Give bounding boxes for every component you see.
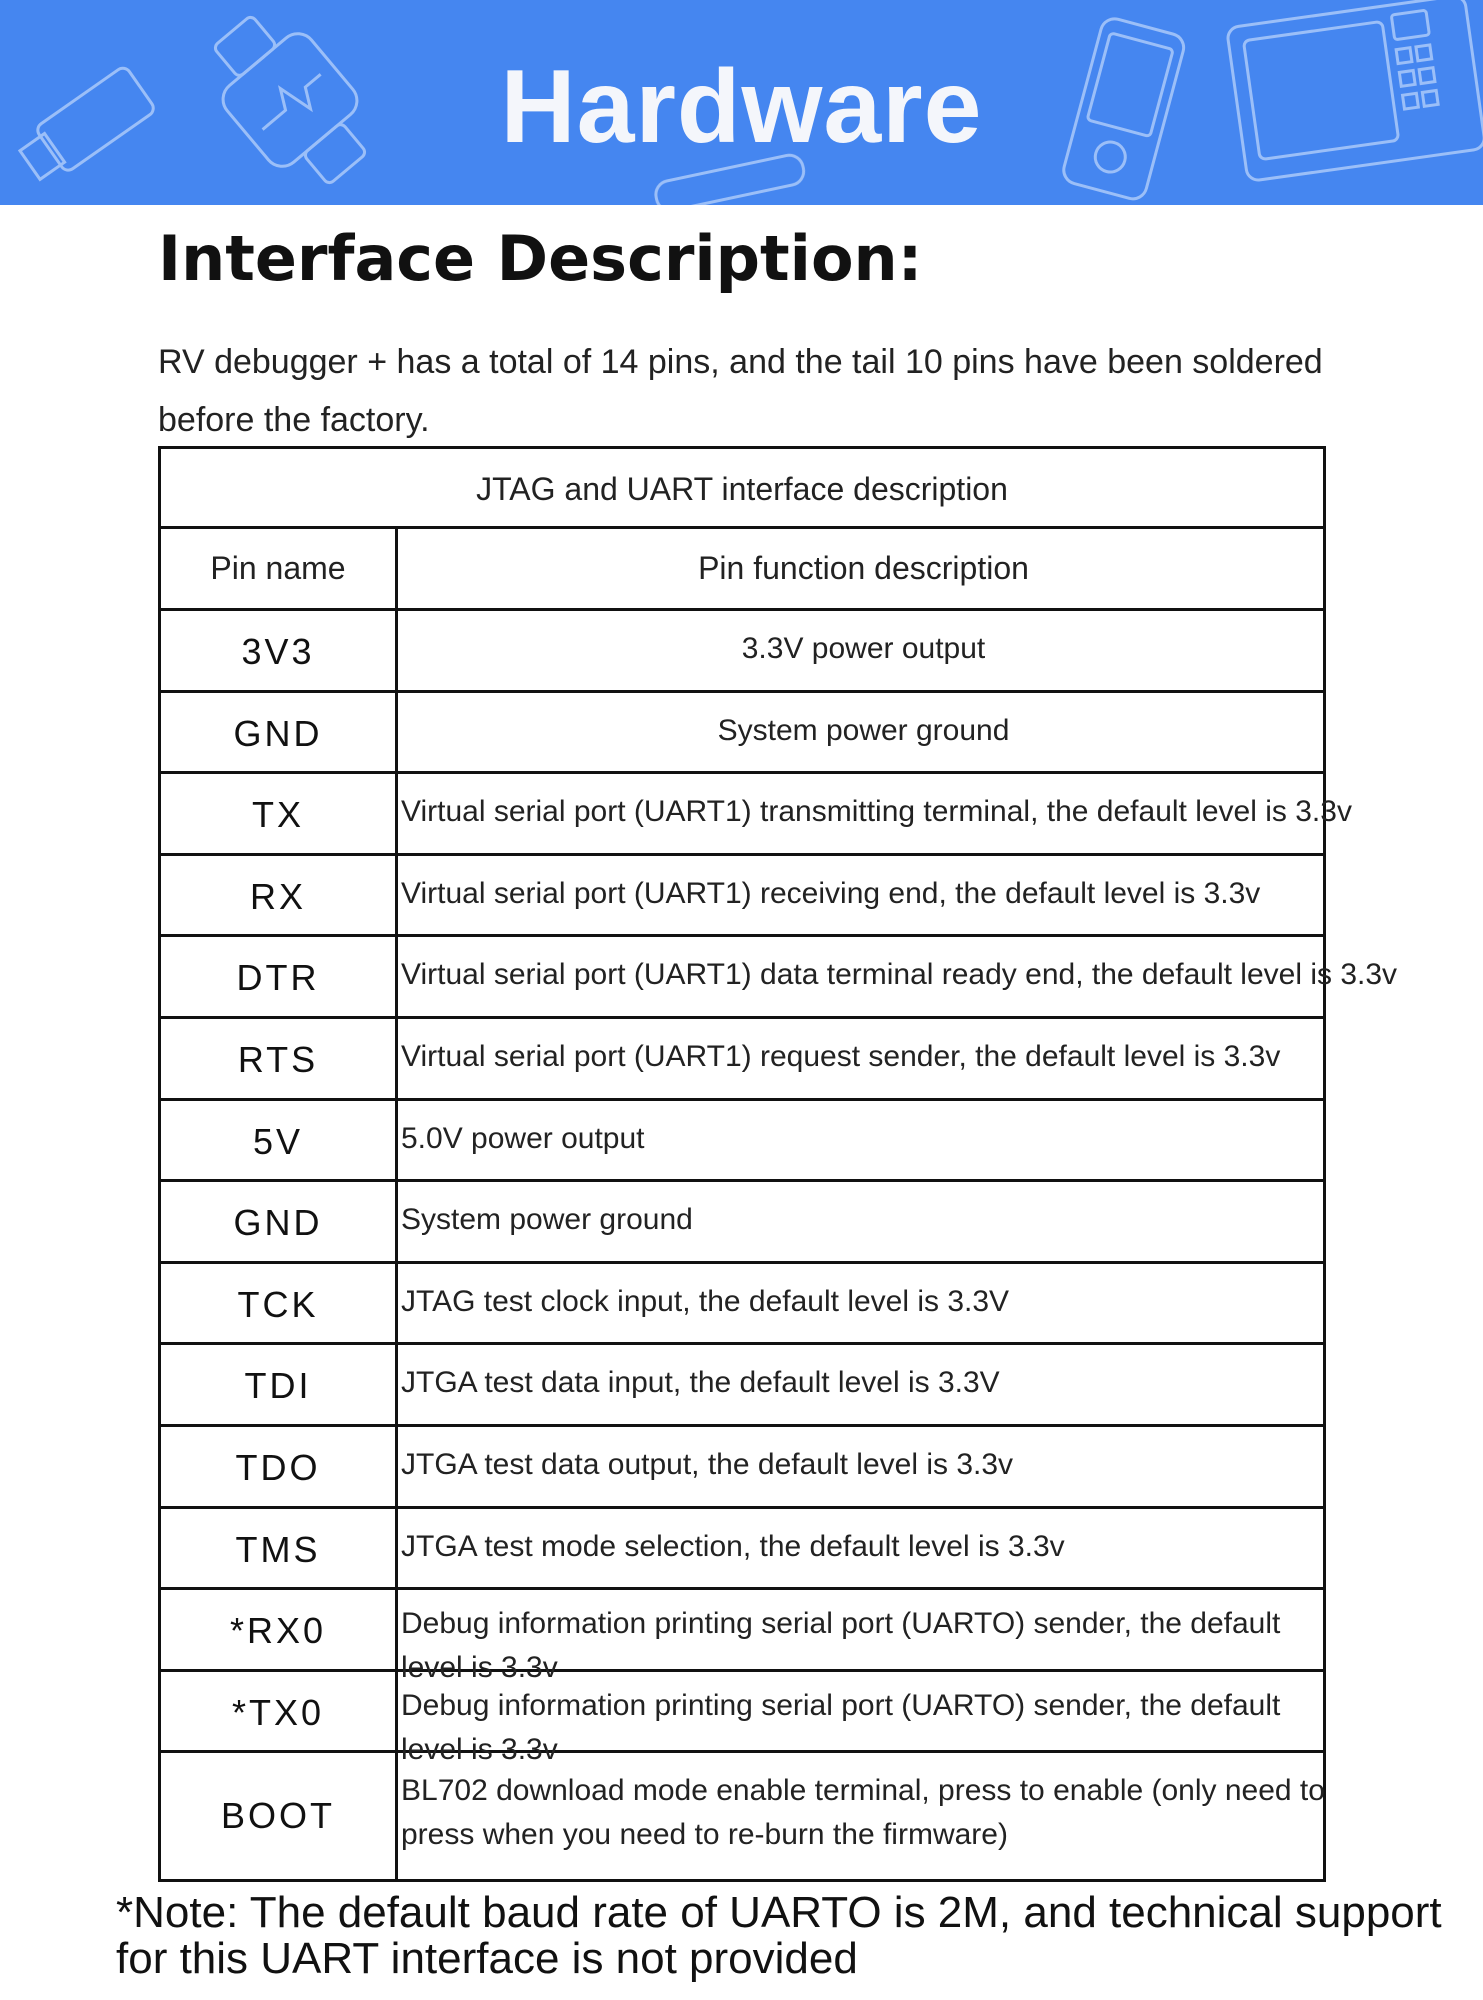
table-caption: JTAG and UART interface description <box>161 449 1323 529</box>
pin-name: DTR <box>161 937 398 1016</box>
pin-description: 3.3V power output <box>741 632 986 665</box>
pin-description: System power ground <box>717 713 1010 747</box>
pin-name: RX <box>161 856 398 935</box>
table-row <box>161 693 1323 775</box>
pin-name: 5V <box>161 1101 398 1180</box>
pin-name: TCK <box>161 1264 398 1343</box>
table-row <box>161 1753 1323 1879</box>
pin-description: 5.0V power output <box>401 1121 645 1155</box>
pin-name: TX <box>161 774 398 853</box>
pin-name: BOOT <box>161 1753 398 1879</box>
table-row <box>161 1101 1323 1183</box>
pin-name: *RX0 <box>161 1590 398 1669</box>
table-row <box>161 1672 1323 1766</box>
table-row <box>161 611 1323 693</box>
table-row <box>161 1427 1323 1509</box>
pin-description: JTGA test mode selection, the default level is 3.3v <box>401 1529 1065 1563</box>
footnote: *Note: The default baud rate of UARTO is 2M, and technical support for this UART interface is not provided <box>116 1888 1442 1983</box>
pin-name: *TX0 <box>161 1672 398 1751</box>
intro-text: RV debugger + has a total of 14 pins, and the tail 10 pins have been soldered before the factory. <box>158 343 1323 439</box>
table-row <box>161 1590 1323 1685</box>
pin-description: Virtual serial port (UART1) transmitting terminal, the default level is 3.3v <box>401 795 1352 829</box>
header-pin-name: Pin name <box>161 529 398 608</box>
pin-description: Virtual serial port (UART1) data terminal ready end, the default level is 3.3v <box>401 958 1398 992</box>
header-pin-function: Pin function description <box>698 550 1029 586</box>
table-row <box>161 1345 1323 1427</box>
pin-description: Virtual serial port (UART1) request sender, the default level is 3.3v <box>401 1040 1281 1073</box>
banner <box>0 0 1483 205</box>
table-header-row <box>161 529 1323 611</box>
pin-description: JTAG test clock input, the default level is 3.3V <box>401 1284 1010 1318</box>
pin-name: TMS <box>161 1509 398 1588</box>
pin-name: GND <box>161 1182 398 1261</box>
pin-description: System power ground <box>401 1203 693 1237</box>
pin-description: Virtual serial port (UART1) receiving end, the default level is 3.3v <box>401 876 1261 910</box>
page-heading: Interface Description: <box>158 222 923 295</box>
pin-name: 3V3 <box>161 611 398 690</box>
table-row <box>161 1264 1323 1346</box>
pin-name: TDI <box>161 1345 398 1424</box>
pin-description: BL702 download mode enable terminal, press to enable (only need to press when you need to re-burn the firmware) <box>401 1774 1325 1852</box>
pin-name: TDO <box>161 1427 398 1506</box>
interface-table <box>158 446 1398 1882</box>
pin-description: JTGA test data input, the default level is 3.3V <box>401 1366 1000 1400</box>
pin-description: Debug information printing serial port (UARTO) sender, the default level is 3.3v <box>401 1688 1281 1766</box>
table-row <box>161 856 1323 938</box>
table-row <box>161 1019 1323 1101</box>
pin-name: RTS <box>161 1019 398 1098</box>
pin-name: GND <box>161 693 398 772</box>
pin-description: Debug information printing serial port (UARTO) sender, the default level is 3.3v <box>401 1607 1281 1685</box>
table-row <box>161 1182 1323 1264</box>
banner-title: Hardware <box>500 49 983 165</box>
table-row <box>161 774 1352 856</box>
pin-description: JTGA test data output, the default level is 3.3v <box>401 1448 1014 1481</box>
table-row <box>161 937 1398 1019</box>
table-row <box>161 1509 1323 1591</box>
